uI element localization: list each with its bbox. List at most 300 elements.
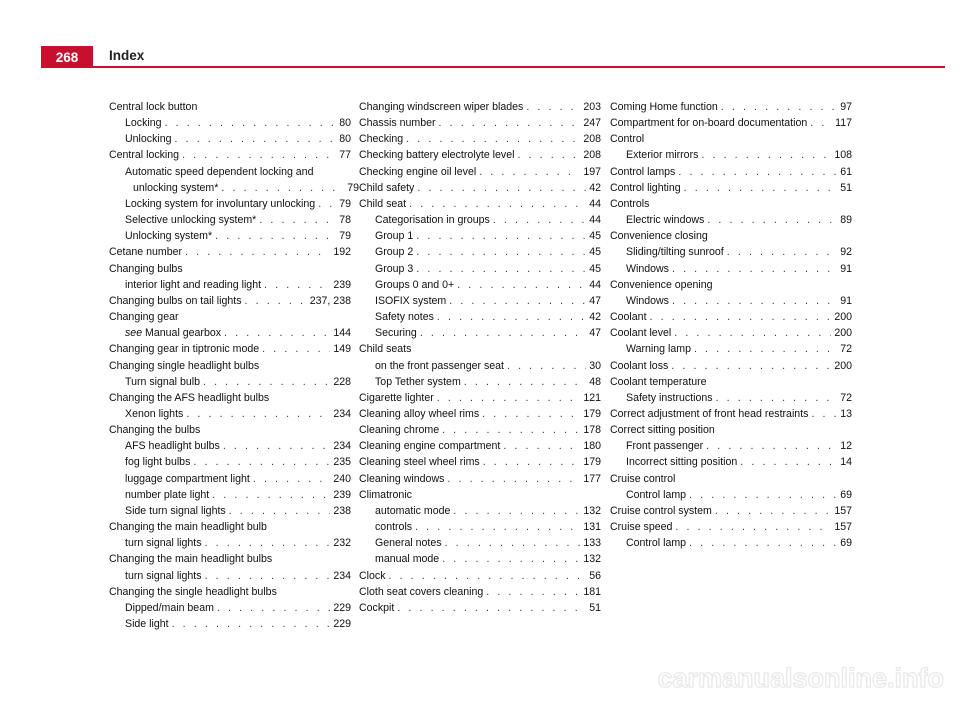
entry-row: [359, 180, 601, 196]
index-entry: [359, 115, 601, 131]
leader-dots: [442, 551, 580, 567]
index-subentry: [610, 341, 852, 357]
index-entry: [610, 406, 852, 422]
entry-label: AFS headlight bulbs: [125, 440, 220, 453]
index-entry: [359, 454, 601, 470]
watermark-logo: [612, 661, 944, 693]
index-subentry: [610, 487, 852, 503]
entry-label: Cleaning engine compartment: [359, 440, 501, 453]
page-ref: 80: [339, 133, 351, 146]
page-ref: 42: [589, 311, 601, 324]
leader-dots: [415, 519, 580, 535]
entry-label: Convenience opening: [610, 278, 713, 291]
entry-row: [375, 374, 601, 390]
index-column-2: [359, 99, 601, 616]
entry-row: [359, 196, 601, 212]
entry-label: General notes: [375, 537, 442, 550]
entry-label: Changing the main headlight bulbs: [109, 553, 273, 566]
entry-row: [125, 115, 351, 131]
entry-label: Correct sitting position: [610, 424, 715, 437]
entry-row: [125, 535, 351, 551]
page-ref: 79: [339, 197, 351, 210]
page-ref: 157: [834, 521, 852, 534]
entry-row: [359, 471, 601, 487]
entry-label: Changing bulbs on tail lights: [109, 294, 242, 307]
leader-dots: [264, 277, 330, 293]
page-ref: 228: [333, 375, 351, 388]
page-ref: 61: [840, 165, 852, 178]
index-entry: [359, 471, 601, 487]
index-entry: [109, 341, 351, 357]
page-ref: 144: [333, 327, 351, 340]
index-entry: [359, 487, 601, 503]
page-ref: 203: [583, 101, 601, 113]
entry-row: [125, 131, 351, 147]
page-ref: 179: [583, 456, 601, 469]
page-ref: 45: [589, 262, 601, 275]
entry-label: Windows: [626, 294, 669, 307]
entry-label: Cleaning chrome: [359, 424, 440, 437]
index-entry: [109, 147, 351, 163]
page-ref: 229: [333, 618, 351, 630]
page-ref: 48: [589, 375, 601, 388]
index-entry: [109, 309, 351, 325]
page-ref: 234: [333, 407, 351, 420]
entry-label: Control lighting: [610, 181, 681, 194]
index-subentry: [109, 487, 351, 503]
leader-dots: [507, 358, 586, 374]
entry-label: Cruise speed: [610, 521, 673, 534]
page-ref: 91: [840, 294, 852, 307]
entry-label: Cetane number: [109, 246, 183, 259]
page-ref: 45: [589, 230, 601, 243]
entry-row: [359, 584, 601, 600]
leader-dots: [672, 293, 837, 309]
leader-dots: [449, 293, 586, 309]
page-ref: 72: [840, 391, 852, 404]
leader-dots: [437, 390, 581, 406]
page-ref: 239: [333, 278, 351, 291]
entry-label: Changing single headlight bulbs: [109, 359, 260, 372]
entry-row: [610, 180, 852, 196]
leader-dots: [397, 600, 586, 616]
leader-dots: [715, 503, 831, 519]
entry-label: turn signal lights: [125, 537, 202, 550]
index-entry: [610, 309, 852, 325]
entry-label: Cloth seat covers cleaning: [359, 585, 484, 598]
index-entry: [109, 293, 351, 309]
entry-row: [125, 196, 351, 212]
index-entry: [109, 422, 351, 438]
page-number: 268: [41, 46, 93, 68]
page-ref: 79: [347, 181, 359, 194]
leader-dots: [716, 390, 838, 406]
page-ref: 97: [840, 101, 852, 113]
entry-row: [359, 131, 601, 147]
entry-row: [610, 358, 852, 374]
leader-dots: [417, 180, 586, 196]
entry-row: [610, 519, 852, 535]
entry-row: [125, 406, 351, 422]
leader-dots: [650, 309, 832, 325]
entry-label: Incorrect sitting position: [626, 456, 738, 469]
index-entry: [610, 325, 852, 341]
page-ref: 44: [589, 214, 601, 227]
leader-dots: [740, 454, 837, 470]
entry-row: [359, 99, 601, 115]
index-subentry: [610, 438, 852, 454]
entry-label: Safety notes: [375, 311, 434, 324]
index-subentry: [109, 374, 351, 390]
entry-label: Windows: [626, 262, 669, 275]
index-entry: [109, 584, 351, 600]
leader-dots: [483, 454, 581, 470]
entry-row: [125, 600, 351, 616]
index-entry: [109, 261, 351, 277]
entry-label: Control lamps: [610, 165, 676, 178]
entry-row: [375, 325, 601, 341]
page-ref: 192: [333, 246, 351, 259]
page-ref: 121: [583, 391, 601, 404]
index-subentry: [109, 131, 351, 147]
page-ref: 51: [840, 181, 852, 194]
leader-dots: [212, 487, 330, 503]
leader-dots: [464, 374, 586, 390]
entry-row: [359, 600, 601, 616]
index-entry: [610, 422, 852, 438]
page-ref: 200: [834, 327, 852, 340]
index-entry: [359, 164, 601, 180]
page-ref: 240: [333, 472, 351, 485]
leader-dots: [672, 261, 837, 277]
leader-dots: [416, 261, 586, 277]
entry-label: Child seats: [359, 343, 412, 356]
index-subentry: [359, 374, 601, 390]
index-entry: [610, 358, 852, 374]
leader-dots: [409, 196, 586, 212]
index-entry: [359, 131, 601, 147]
page-ref: 132: [583, 504, 601, 517]
index-subentry: [359, 212, 601, 228]
entry-row: [626, 293, 852, 309]
entry-row: [626, 212, 852, 228]
index-entry: [109, 551, 351, 567]
entry-label: Cruise control: [610, 472, 676, 485]
entry-row: [610, 164, 852, 180]
leader-dots: [439, 115, 581, 131]
page-ref: 239: [333, 488, 351, 501]
entry-row: [359, 406, 601, 422]
entry-row: [610, 115, 852, 131]
entry-row: [125, 454, 351, 470]
index-entry: [359, 390, 601, 406]
index-entry: [610, 115, 852, 131]
entry-label: Child safety: [359, 181, 415, 194]
entry-label: Control lamp: [626, 488, 687, 501]
leader-dots: [253, 471, 330, 487]
index-subentry: [109, 277, 351, 293]
entry-row: [125, 471, 351, 487]
entry-label-line1: Automatic speed dependent locking and: [125, 165, 314, 178]
entry-label: Control lamp: [626, 537, 687, 550]
page-ref: 13: [840, 407, 852, 420]
index-entry: [109, 358, 351, 374]
index-entry: [610, 164, 852, 180]
leader-dots: [526, 99, 580, 115]
page-ref: 149: [333, 343, 351, 356]
page-ref: 45: [589, 246, 601, 259]
entry-row: [125, 228, 351, 244]
page-ref: 30: [589, 359, 601, 372]
index-entry: [109, 519, 351, 535]
page-ref: 14: [840, 456, 852, 469]
entry-label: Checking: [359, 133, 404, 146]
page-ref: 178: [583, 424, 601, 437]
entry-row: [125, 568, 351, 584]
index-subentry: [109, 115, 351, 131]
entry-label: Xenon lights: [125, 407, 184, 420]
leader-dots: [259, 212, 336, 228]
entry-label: Correct adjustment of front head restraints: [610, 407, 809, 420]
entry-row: [125, 212, 351, 228]
index-subentry: [359, 309, 601, 325]
leader-dots: [457, 277, 586, 293]
entry-label: Clock: [359, 569, 386, 582]
entry-row: [375, 228, 601, 244]
leader-dots: [224, 325, 330, 341]
leader-dots: [182, 147, 336, 163]
index-subentry: [610, 293, 852, 309]
index-subentry: [109, 196, 351, 212]
entry-row: [125, 487, 351, 503]
entry-row: [109, 341, 351, 357]
entry-label: Locking system for involuntary unlocking: [125, 197, 316, 210]
index-entry: [359, 584, 601, 600]
entry-label: Cigarette lighter: [359, 391, 434, 404]
page-ref: 234: [333, 440, 351, 453]
page-ref: 208: [583, 149, 601, 162]
see-reference: see: [125, 327, 143, 340]
page-ref: 247: [583, 117, 601, 130]
leader-dots: [479, 164, 580, 180]
entry-row: [610, 99, 852, 115]
page-ref: 47: [589, 327, 601, 340]
entry-label: Sliding/tilting sunroof: [626, 246, 724, 259]
entry-label: Cockpit: [359, 601, 395, 614]
page-ref: 181: [583, 585, 601, 598]
entry-row: [125, 277, 351, 293]
entry-row: [626, 244, 852, 260]
page-ref: 78: [339, 214, 351, 227]
page-ref: 91: [840, 262, 852, 275]
entry-row: [375, 244, 601, 260]
index-subentry: [109, 406, 351, 422]
page-ref: 235: [333, 456, 351, 469]
page-ref: 69: [840, 488, 852, 501]
index-entry: [359, 406, 601, 422]
leader-dots: [437, 309, 586, 325]
index-subentry: [109, 600, 351, 616]
index-subentry: [109, 454, 351, 470]
index-entry: [359, 196, 601, 212]
index-entry: [610, 519, 852, 535]
entry-label: Control: [610, 133, 645, 146]
index-subentry: [359, 228, 601, 244]
entry-row: [626, 487, 852, 503]
entry-label: Groups 0 and 0+: [375, 278, 455, 291]
entry-row: [359, 438, 601, 454]
entry-label: Climatronic: [359, 488, 412, 501]
leader-dots: [221, 180, 344, 196]
entry-row: [375, 293, 601, 309]
page-ref: 200: [834, 359, 852, 372]
entry-row: [359, 454, 601, 470]
page-ref: 44: [589, 197, 601, 210]
index-subentry: [610, 212, 852, 228]
entry-row: [375, 358, 601, 374]
index-entry: [109, 244, 351, 260]
leader-dots: [442, 422, 580, 438]
entry-label: Cleaning alloy wheel rims: [359, 407, 480, 420]
index-subentry: [610, 454, 852, 470]
entry-label: luggage compartment light: [125, 472, 250, 485]
leader-dots: [193, 454, 330, 470]
leader-dots: [671, 358, 831, 374]
leader-dots: [203, 374, 330, 390]
entry-label: Changing the single headlight bulbs: [109, 585, 277, 598]
index-column-1: [109, 99, 359, 632]
entry-row: [626, 454, 852, 470]
entry-row: [626, 341, 852, 357]
leader-dots: [684, 180, 838, 196]
entry-row: [125, 438, 351, 454]
page-ref: 12: [840, 440, 852, 453]
entry-label: Top Tether system: [375, 375, 461, 388]
index-subentry: [610, 261, 852, 277]
index-entry: [359, 147, 601, 163]
page-ref: 229: [333, 601, 351, 614]
entry-label: Changing windscreen wiper blades: [359, 101, 524, 113]
entry-row: [125, 374, 351, 390]
index-subentry: [109, 212, 351, 228]
index-column-3: [610, 99, 852, 551]
leader-dots: [416, 228, 586, 244]
page-ref: 232: [333, 537, 351, 550]
index-subentry: [359, 277, 601, 293]
leader-dots: [205, 535, 331, 551]
index-entry: [359, 422, 601, 438]
leader-dots: [175, 131, 337, 147]
entry-label: turn signal lights: [125, 569, 202, 582]
entry-label: Securing: [375, 327, 417, 340]
entry-row: [626, 438, 852, 454]
leader-dots: [215, 228, 336, 244]
entry-row: [359, 147, 601, 163]
entry-label: Chassis number: [359, 117, 436, 130]
index-entry: [610, 196, 852, 212]
entry-label-line2: unlocking system*: [133, 181, 219, 194]
leader-dots: [165, 115, 337, 131]
entry-row: [359, 422, 601, 438]
page-ref: 47: [589, 294, 601, 307]
entry-label: controls: [375, 521, 413, 534]
leader-dots: [447, 471, 580, 487]
index-subentry: [610, 147, 852, 163]
entry-label: Changing the main headlight bulb: [109, 521, 267, 534]
entry-label: fog light bulbs: [125, 456, 191, 469]
leader-dots: [486, 584, 580, 600]
entry-row: [375, 212, 601, 228]
entry-row: [125, 180, 359, 196]
index-subentry: [109, 438, 351, 454]
page-ref: 72: [840, 343, 852, 356]
entry-label: Side light: [125, 618, 169, 630]
leader-dots: [674, 325, 831, 341]
page-ref: 69: [840, 537, 852, 550]
index-entry: [359, 180, 601, 196]
page-ref: 42: [589, 181, 601, 194]
entry-label: Categorisation in groups: [375, 214, 490, 227]
entry-label: Changing gear: [109, 311, 179, 324]
leader-dots: [229, 503, 331, 519]
leader-dots: [727, 244, 837, 260]
index-subentry: [359, 535, 601, 551]
entry-row: [626, 390, 852, 406]
header-rule: [93, 66, 945, 68]
entry-label: Changing the AFS headlight bulbs: [109, 391, 270, 404]
index-entry: [610, 131, 852, 147]
page-ref: 77: [339, 149, 351, 162]
page-ref: 179: [583, 407, 601, 420]
entry-label: Electric windows: [626, 214, 705, 227]
leader-dots: [185, 244, 330, 260]
entry-row: [610, 325, 852, 341]
entry-row: [125, 616, 351, 632]
leader-dots: [810, 115, 832, 131]
index-entry: [359, 600, 601, 616]
index-entry: [359, 568, 601, 584]
entry-label: [125, 325, 221, 341]
entry-label: Locking: [125, 117, 162, 130]
leader-dots: [678, 164, 837, 180]
entry-row: [375, 535, 601, 551]
leader-dots: [503, 438, 580, 454]
index-entry: [610, 228, 852, 244]
entry-label: Changing bulbs: [109, 262, 183, 275]
leader-dots: [707, 212, 837, 228]
entry-label: Coolant: [610, 311, 647, 324]
page-ref: 200: [834, 311, 852, 324]
leader-dots: [172, 616, 331, 632]
page-ref: 44: [589, 278, 601, 291]
index-entry: [610, 503, 852, 519]
index-entry: [109, 390, 351, 406]
entry-row: [626, 147, 852, 163]
index-subentry: [359, 293, 601, 309]
leader-dots: [389, 568, 587, 584]
entry-label: number plate light: [125, 488, 210, 501]
entry-row: [109, 147, 351, 163]
entry-row: [375, 261, 601, 277]
index-entry: [610, 471, 852, 487]
entry-row: [610, 503, 852, 519]
index-subentry: [359, 244, 601, 260]
entry-label: Coolant level: [610, 327, 672, 340]
index-entry: [610, 99, 852, 115]
page-ref: 157: [834, 504, 852, 517]
entry-row: [626, 261, 852, 277]
leader-dots: [517, 147, 580, 163]
